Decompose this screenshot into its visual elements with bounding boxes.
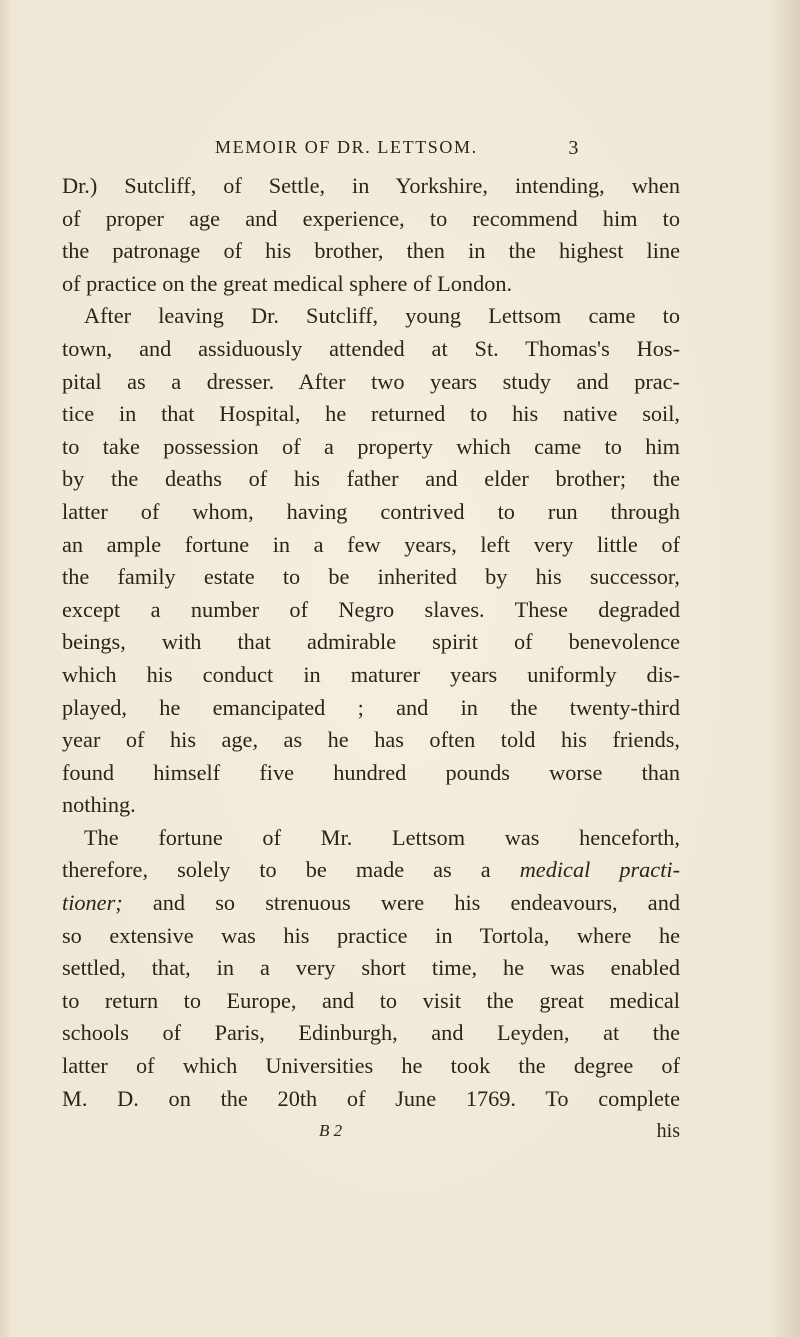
page-number: 3: [568, 137, 580, 159]
text-line: settled, that, in a very short time, he was enabled: [62, 955, 680, 981]
text-line: found himself five hundred pounds worse than: [62, 759, 680, 785]
text-line: year of his age, as he has often told his friends,: [62, 727, 680, 753]
text-line: an ample fortune in a few years, left very little of: [62, 531, 680, 557]
text-line: played, he emancipated ; and in the twenty-third: [62, 694, 680, 720]
text-line: [62, 854, 680, 887]
page-left-edge: [0, 0, 12, 1337]
text-span: therefore, solely to be made as a: [62, 857, 520, 883]
text-line: schools of Paris, Edinburgh, and Leyden, at the: [62, 1020, 680, 1046]
text-line: M. D. on the 20th of June 1769. To complete: [62, 1085, 680, 1111]
text-line: to return to Europe, and to visit the great medical: [62, 987, 680, 1013]
running-head: [215, 137, 580, 158]
page-gutter-shadow: [770, 0, 800, 1337]
page-footer: [62, 1115, 680, 1148]
text-line: nothing.: [62, 792, 136, 818]
catchword: his: [656, 1120, 680, 1143]
text-line: latter of which Universities he took the degree of: [62, 1053, 680, 1079]
text-line: to take possession of a property which came to him: [62, 433, 680, 459]
text-line: except a number of Negro slaves. These degraded: [62, 596, 680, 622]
body-text: [62, 170, 680, 1148]
text-line: the family estate to be inherited by his successor,: [62, 564, 680, 590]
text-line: Dr.) Sutcliff, of Settle, in Yorkshire, intending, when: [62, 173, 680, 198]
running-head-title: MEMOIR OF DR. LETTSOM.: [215, 137, 478, 157]
text-line: by the deaths of his father and elder brother; the: [62, 466, 680, 492]
text-line: After leaving Dr. Sutcliff, young Lettsom came to: [84, 303, 680, 329]
text-line: latter of whom, having contrived to run through: [62, 498, 680, 524]
text-line: so extensive was his practice in Tortola, where he: [62, 922, 680, 948]
text-line: tice in that Hospital, he returned to his native soil,: [62, 401, 680, 427]
text-line: of proper age and experience, to recommend him to: [62, 205, 680, 231]
italic-text: medical practi-: [519, 857, 681, 883]
text-line: beings, with that admirable spirit of benevolence: [62, 629, 680, 655]
text-line: of practice on the great medical sphere of London.: [62, 270, 513, 296]
signature-mark: B 2: [319, 1121, 343, 1141]
text-line: [62, 887, 680, 920]
italic-text: tioner;: [62, 890, 123, 916]
text-line: the patronage of his brother, then in the highest line: [62, 238, 680, 264]
text-line: pital as a dresser. After two years study and prac-: [62, 368, 680, 394]
text-line: which his conduct in maturer years uniformly dis-: [62, 661, 680, 687]
text-line: town, and assiduously attended at St. Thomas's Hos-: [62, 335, 680, 361]
text-line: The fortune of Mr. Lettsom was henceforth,: [84, 824, 680, 850]
text-span: and so strenuous were his endeavours, and: [122, 890, 680, 916]
